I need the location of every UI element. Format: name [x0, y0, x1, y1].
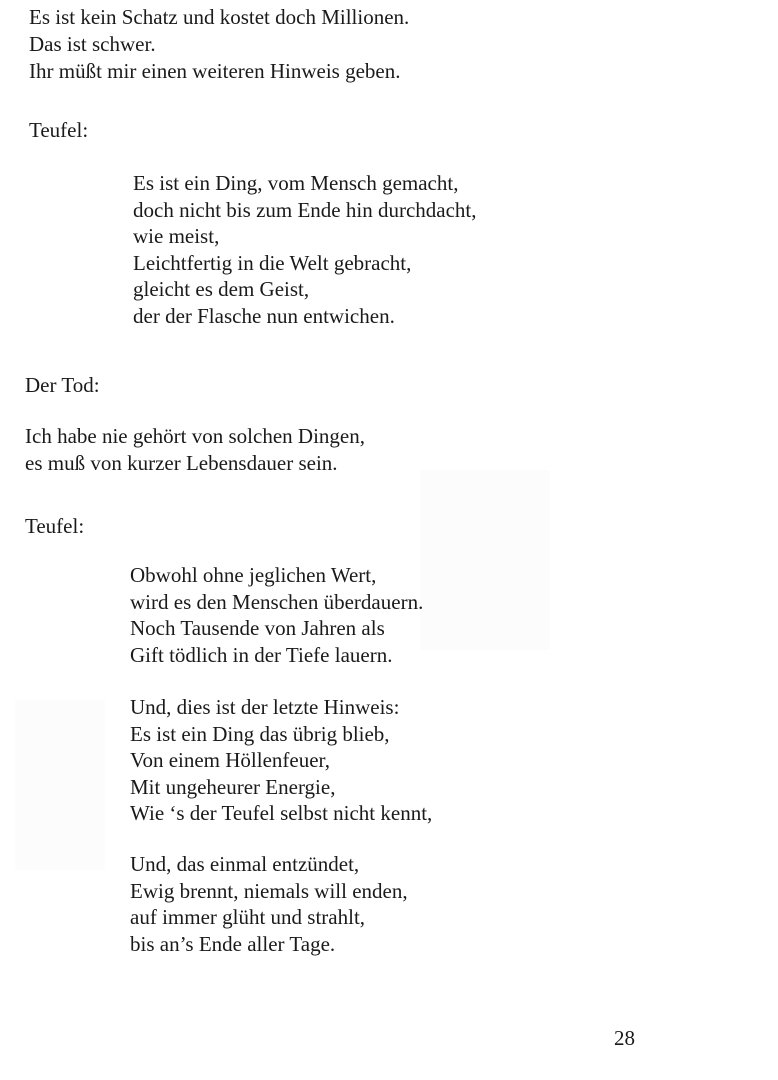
- verse-line: Gift tödlich in der Tiefe lauern.: [130, 642, 393, 667]
- page-number: 28: [614, 1026, 635, 1050]
- verse-line: Mit ungeheurer Energie,: [130, 774, 336, 799]
- verse-line: bis an’s Ende aller Tage.: [130, 931, 336, 956]
- dialogue-block: [25, 423, 365, 477]
- show-through-artifact: [15, 700, 105, 870]
- verse-line: wie meist,: [133, 224, 220, 248]
- verse-line: der der Flasche nun entwichen.: [133, 303, 395, 328]
- verse-line: Und, dies ist der letzte Hinweis:: [130, 695, 400, 719]
- verse-block: [130, 562, 423, 668]
- verse-line: Noch Tausende von Jahren als: [130, 616, 385, 640]
- verse-line: auf immer glüht und strahlt,: [130, 905, 366, 929]
- dialogue-line: es muß von kurzer Lebensdauer sein.: [25, 451, 338, 475]
- verse-block: [130, 851, 408, 957]
- verse-line: doch nicht bis zum Ende hin durchdacht,: [133, 197, 477, 222]
- verse-line: Es ist ein Ding, vom Mensch gemacht,: [133, 171, 459, 195]
- verse-line: Es ist ein Ding das übrig blieb,: [130, 721, 390, 746]
- speaker-label-devil: Teufel:: [25, 514, 85, 538]
- intro-block: [29, 4, 409, 85]
- verse-line: wird es den Menschen überdauern.: [130, 589, 424, 614]
- intro-line: Das ist schwer.: [29, 32, 156, 56]
- intro-line: Es ist kein Schatz und kostet doch Millionen.: [29, 5, 410, 29]
- dialogue-line: Ich habe nie gehört von solchen Dingen,: [25, 424, 365, 448]
- speaker-label-devil: Teufel:: [29, 118, 89, 142]
- verse-block: [133, 170, 477, 329]
- verse-line: Und, das einmal entzündet,: [130, 852, 360, 876]
- verse-line: gleicht es dem Geist,: [133, 277, 310, 301]
- verse-line: Wie ‘s der Teufel selbst nicht kennt,: [130, 801, 433, 825]
- verse-line: Leichtfertig in die Welt gebracht,: [133, 250, 412, 275]
- speaker-label-death: Der Tod:: [25, 373, 100, 397]
- verse-line: Ewig brennt, niemals will enden,: [130, 878, 408, 903]
- verse-block: [130, 694, 432, 827]
- show-through-artifact: [420, 470, 550, 650]
- intro-line: Ihr müßt mir einen weiteren Hinweis geben.: [29, 59, 401, 83]
- verse-line: Von einem Höllenfeuer,: [130, 748, 330, 772]
- verse-line: Obwohl ohne jeglichen Wert,: [130, 563, 377, 587]
